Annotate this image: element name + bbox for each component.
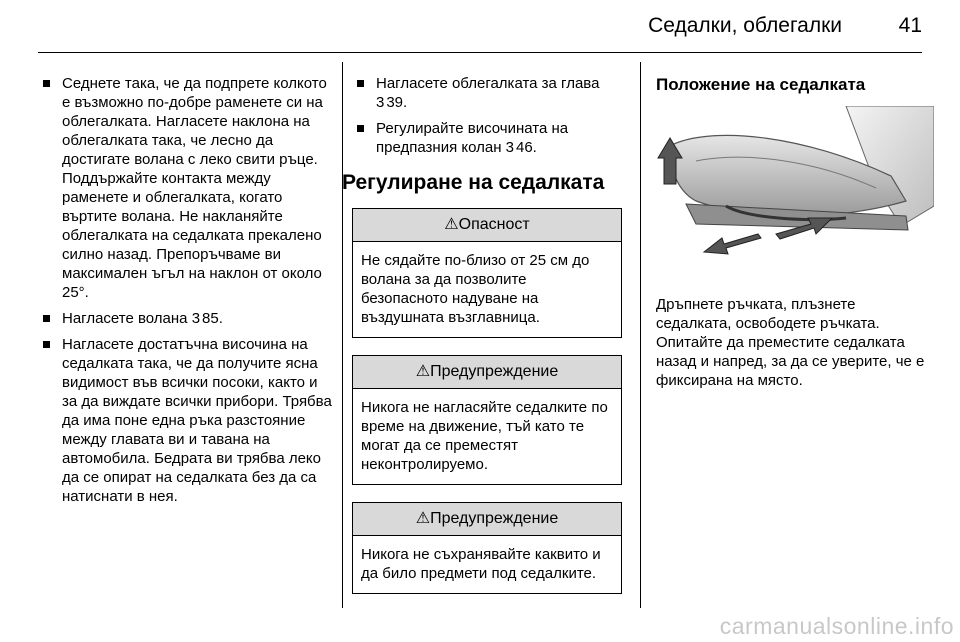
column-divider-2 (640, 62, 641, 608)
figure-caption: Дръпнете ръчката, плъзнете седалката, освободете ръчката. Опитайте да преместите седалката назад и напред, за да се уверите, че е фиксирана на място. (656, 296, 925, 389)
list-item-text: Нагласете облегалката за глава (376, 75, 600, 92)
warning-icon: ⚠ (415, 363, 431, 380)
list-item-text: Регулирайте височината на предпазния колан (376, 120, 569, 156)
list-item (38, 309, 334, 328)
warning-title: Предупреждение (430, 510, 559, 527)
left-column (38, 74, 334, 513)
bullet-list (352, 74, 622, 157)
warning-box (352, 502, 622, 594)
list-item-text: Нагласете волана (62, 310, 188, 327)
warning-box (352, 355, 622, 485)
cross-reference-page[interactable]: 85. (202, 310, 223, 327)
middle-column (342, 74, 622, 611)
warning-header (353, 209, 621, 242)
warning-title: Предупреждение (430, 363, 559, 380)
header-title: Седалки, облегалки (648, 14, 842, 37)
page-number: 41 (898, 14, 922, 37)
cross-reference-page[interactable]: 39. (386, 94, 408, 111)
cross-reference-icon: 3 (376, 94, 385, 111)
list-item (352, 74, 622, 112)
bullet-list (38, 74, 334, 506)
cross-reference-page[interactable]: 46. (516, 139, 537, 156)
column-divider-1 (342, 62, 343, 608)
header-rule (38, 52, 922, 53)
list-item: Нагласете достатъчна височина на седалката така, че да получите ясна видимост във всички посоки, както и за да виждате всички прибори. Трябва да има поне една ръка разстояние между главата ви и тавана на автомобила. Бедрата ви трябва леко да се опират на седалката без да са натиснати в нея. (38, 335, 334, 506)
warning-header (353, 503, 621, 536)
sub-heading: Положение на седалката (656, 75, 866, 94)
list-item: Седнете така, че да подпрете колкото е възможно по-добре раменете си на облегалката. Нагласете наклона на облегалката така, че лесно да достигате волана с леко свити ръце. Поддържайте контакта между раменете и облегалката, когато въртите волана. Не накланяйте облегалката на седалката прекалено силно назад. Препоръчваме ви максимален ъгъл на наклон от около 25°. (38, 74, 334, 302)
seat-adjustment-illustration (656, 106, 934, 276)
danger-box (352, 208, 622, 338)
cross-reference-icon: 3 (191, 310, 201, 327)
right-column (656, 74, 926, 390)
warning-text: Никога не съхранявайте каквито и да било предмети под седалките. (361, 546, 601, 582)
section-heading: Регулиране на седалката (342, 171, 605, 194)
warning-icon: ⚠ (444, 216, 459, 233)
backward-arrow-icon (704, 234, 761, 254)
warning-text: Никога не нагласяйте седалките по време на движение, тъй като те могат да се преместят неконтролируемо. (361, 399, 608, 473)
warning-header (353, 356, 621, 389)
list-item (352, 119, 622, 157)
warning-text: Не сядайте по-близо от 25 см до волана за да позволите безопасното надуване на въздушната възглавница. (361, 252, 590, 326)
warning-title: Опасност (458, 216, 530, 233)
watermark: carmanualsonline.info (719, 613, 954, 639)
cross-reference-icon: 3 (505, 139, 514, 156)
warning-icon: ⚠ (415, 510, 431, 527)
